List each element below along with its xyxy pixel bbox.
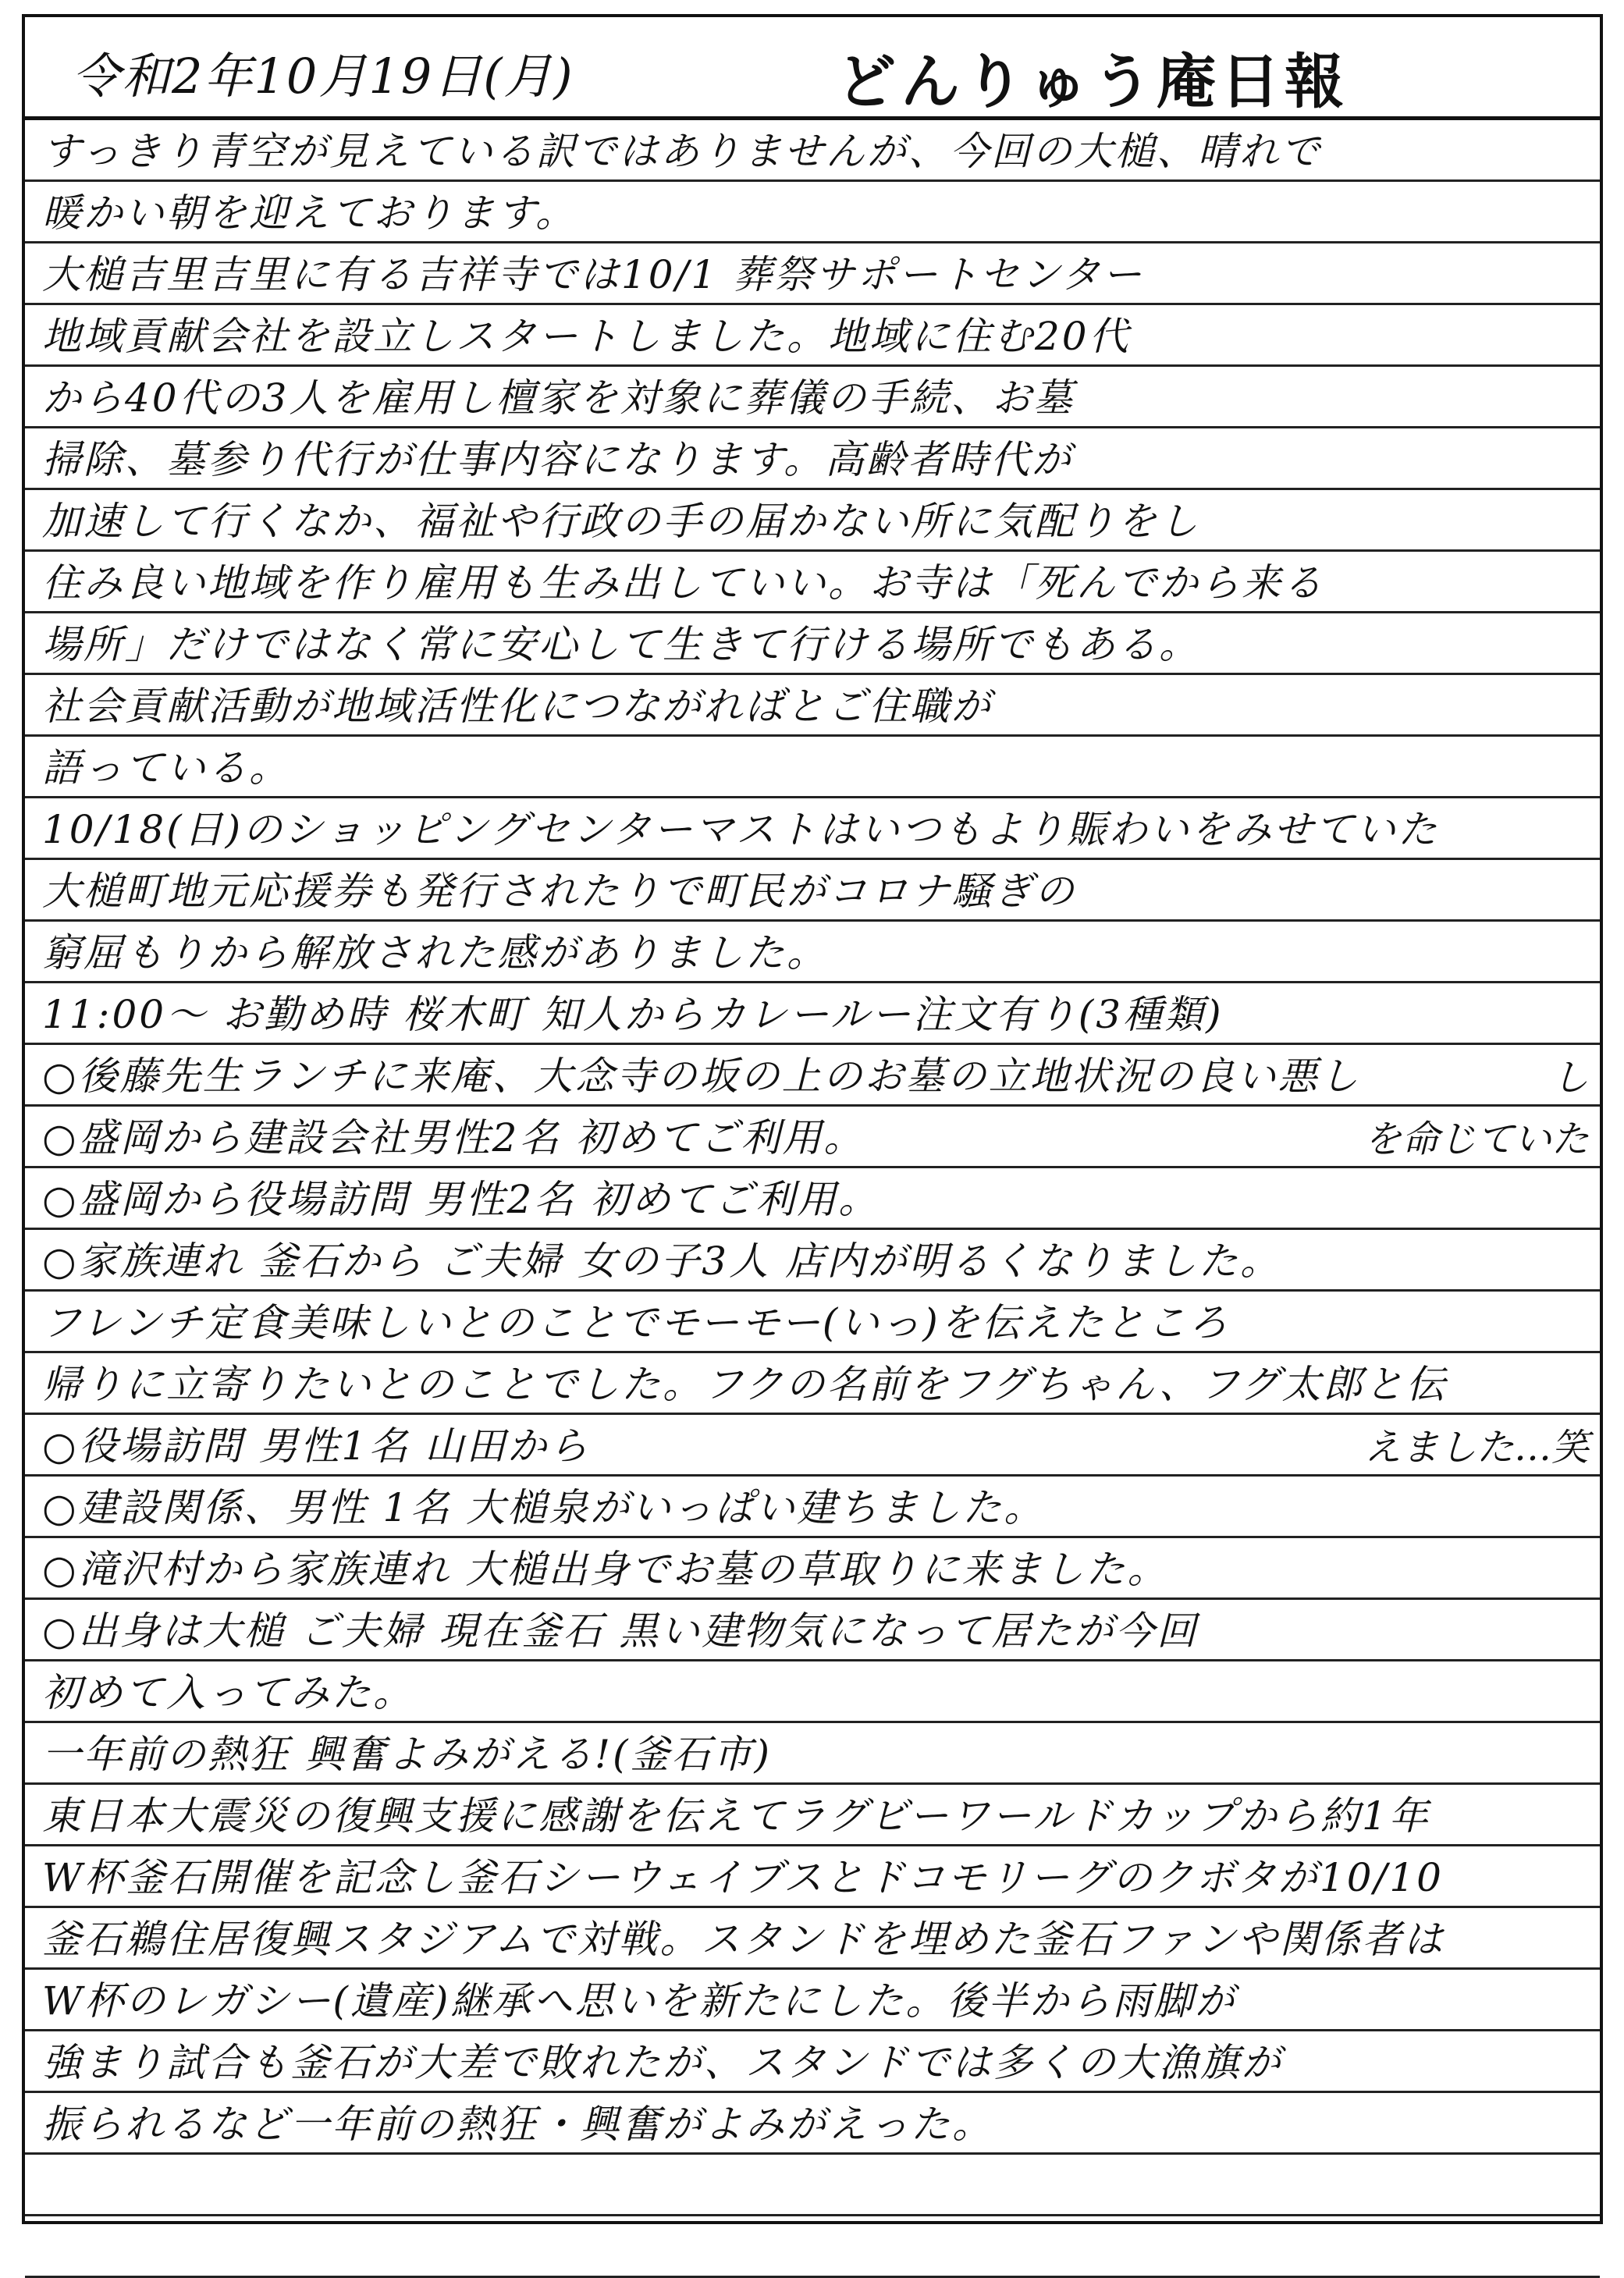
diary-line xyxy=(25,983,1600,1045)
diary-line xyxy=(25,2216,1600,2278)
diary-line-text: 10/18(日)のショッピングセンターマストはいつもより賑わいをみせていた xyxy=(42,807,1440,852)
diary-line-text: 振られるなど一年前の熱狂・興奮がよみがえった。 xyxy=(42,2102,993,2147)
diary-line xyxy=(25,367,1600,428)
diary-line xyxy=(25,1908,1600,1970)
diary-line xyxy=(25,1230,1600,1292)
diary-line xyxy=(25,1045,1600,1107)
diary-line-text: 暖かい朝を迎えております。 xyxy=(42,190,577,236)
diary-line-text: ○建設関係、男性 1名 大槌泉がいっぱい建ちました。 xyxy=(42,1485,1046,1530)
diary-body xyxy=(25,120,1600,2221)
diary-line-text: 窮屈もりから解放された感がありました。 xyxy=(42,930,828,976)
diary-header xyxy=(25,17,1600,120)
diary-line-text: 強まり試合も釜石が大差で敗れたが、スタンドでは多くの大漁旗が xyxy=(42,2040,1283,2085)
diary-line xyxy=(25,737,1600,798)
diary-line xyxy=(25,860,1600,922)
diary-line-text: 一年前の熱狂 興奮よみがえる!(釜石市) xyxy=(42,1732,772,1777)
diary-line xyxy=(25,1292,1600,1353)
diary-line-text: から40代の3人を雇用し檀家を対象に葬儀の手続、お墓 xyxy=(42,375,1075,421)
diary-line xyxy=(25,922,1600,983)
diary-line-text: 東日本大震災の復興支援に感謝を伝えてラグビーワールドカップから約1年 xyxy=(42,1793,1430,1839)
diary-line-text: 語っている。 xyxy=(42,745,290,791)
diary-line-text: ○滝沢村から家族連れ 大槌出身でお墓の草取りに来ました。 xyxy=(42,1547,1169,1592)
diary-line xyxy=(25,1785,1600,1846)
diary-line-text: 大槌町地元応援券も発行されたりで町民がコロナ騒ぎの xyxy=(42,869,1076,914)
diary-line xyxy=(25,182,1600,243)
diary-line-margin-note: えました…笑 xyxy=(1363,1426,1589,1470)
diary-line xyxy=(25,243,1600,305)
diary-line xyxy=(25,675,1600,737)
diary-line xyxy=(25,2031,1600,2093)
diary-line-margin-note: し xyxy=(1551,1056,1589,1100)
diary-line-text: ○盛岡から建設会社男性2名 初めてご利用。 xyxy=(42,1115,865,1160)
diary-line-text: 大槌吉里吉里に有る吉祥寺では10/1 葬祭サポートセンター xyxy=(42,252,1144,297)
diary-line-margin-note: を命じていた xyxy=(1363,1118,1589,1161)
diary-line-text: ○後藤先生ランチに来庵、大念寺の坂の上のお墓の立地状況の良い悪し xyxy=(42,1054,1361,1099)
diary-line xyxy=(25,1970,1600,2031)
diary-title: どんりゅう庵日報 xyxy=(837,47,1349,116)
diary-line xyxy=(25,490,1600,552)
diary-line xyxy=(25,1477,1600,1538)
diary-line-text: 住み良い地域を作り雇用も生み出していい。お寺は「死んでから来る xyxy=(42,560,1324,606)
diary-date: 令和2年10月19日(月) xyxy=(72,48,574,105)
diary-line-text: W杯のレガシー(遺産)継承へ思いを新たにした。後半から雨脚が xyxy=(42,1978,1237,2024)
diary-line xyxy=(25,1661,1600,1723)
diary-line-text: 地域貢献会社を設立しスタートしました。地域に住む20代 xyxy=(42,314,1131,359)
diary-line-text: フレンチ定食美味しいとのことでモーモー(いっ)を伝えたところ xyxy=(42,1300,1230,1345)
diary-line xyxy=(25,1415,1600,1477)
diary-line xyxy=(25,1107,1600,1168)
diary-line xyxy=(25,798,1600,860)
diary-line xyxy=(25,613,1600,675)
diary-line xyxy=(25,1846,1600,1908)
diary-line xyxy=(25,2093,1600,2155)
diary-line xyxy=(25,428,1600,490)
diary-line xyxy=(25,2155,1600,2216)
diary-line xyxy=(25,552,1600,613)
diary-line-text: 帰りに立寄りたいとのことでした。フクの名前をフグちゃん、フグ太郎と伝 xyxy=(42,1362,1448,1407)
diary-line-text: ○出身は大槌 ご夫婦 現在釜石 黒い建物気になって居たが今回 xyxy=(42,1608,1199,1654)
diary-line-text: 11:00〜 お勤め時 桜木町 知人からカレールー注文有り(3種類) xyxy=(42,992,1224,1037)
diary-line-text: すっきり青空が見えている訳ではありませんが、今回の大槌、晴れで xyxy=(42,129,1322,174)
diary-line-text: ○役場訪問 男性1名 山田から xyxy=(42,1423,591,1469)
diary-sheet xyxy=(22,14,1603,2224)
diary-line xyxy=(25,305,1600,367)
diary-line-text: 掃除、墓参り代行が仕事内容になります。高齢者時代が xyxy=(42,437,1073,482)
diary-line-text: 場所」だけではなく常に安心して生きて行ける場所でもある。 xyxy=(42,622,1200,667)
diary-line-text: 釜石鵜住居復興スタジアムで対戦。スタンドを埋めた釜石ファンや関係者は xyxy=(42,1917,1445,1962)
diary-line-text: ○盛岡から役場訪問 男性2名 初めてご利用。 xyxy=(42,1177,880,1222)
diary-line xyxy=(25,1723,1600,1785)
diary-line xyxy=(25,1353,1600,1415)
diary-line xyxy=(25,1168,1600,1230)
diary-line-text: W杯釜石開催を記念し釜石シーウェイブスとドコモリーグのクボタが10/10 xyxy=(42,1855,1444,1900)
diary-line xyxy=(25,1538,1600,1600)
diary-line-text: 加速して行くなか、福祉や行政の手の届かない所に気配りをし xyxy=(42,499,1200,544)
diary-line xyxy=(25,120,1600,182)
diary-line-text: 初めて入ってみた。 xyxy=(42,1670,414,1715)
diary-line-text: ○家族連れ 釜石から ご夫婦 女の子3人 店内が明るくなりました。 xyxy=(42,1239,1282,1284)
diary-line xyxy=(25,1600,1600,1661)
diary-line-text: 社会貢献活動が地域活性化につながればとご住職が xyxy=(42,684,993,729)
